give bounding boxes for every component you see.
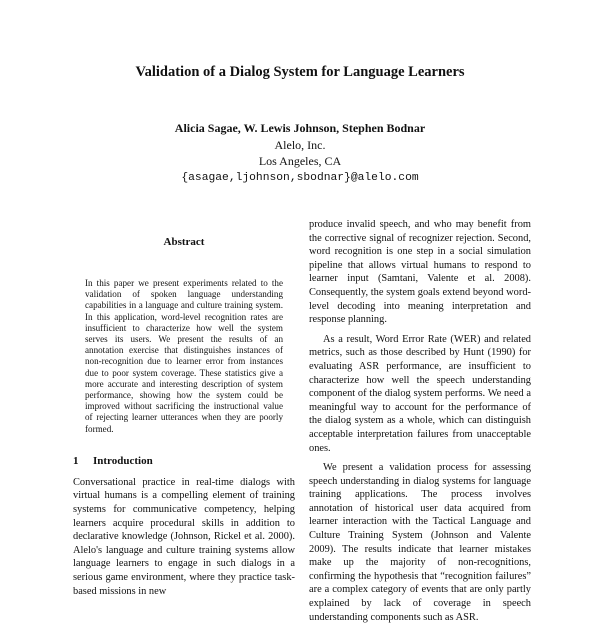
introduction-paragraph: Conversational practice in real-time dialogs with virtual humans is a compelling element of training systems for communicative competency, helping learners acquire procedural skills in addition to declarative knowledge (Johnson, Rickel et al. 2000). Alelo's language and culture training systems allow language learners to engage in such dialogs in a serious game environment, where they practice task-based missions in new xyxy=(73,476,295,597)
paper-title: Validation of a Dialog System for Language Learners xyxy=(135,64,465,80)
author-names: Alicia Sagae, W. Lewis Johnson, Stephen Bodnar xyxy=(174,121,426,135)
author-emails: {asagae,ljohnson,sbodnar}@alelo.com xyxy=(181,171,419,184)
section-heading-introduction xyxy=(73,455,295,467)
affiliation: Alelo, Inc. xyxy=(274,137,326,152)
abstract-text: In this paper we present experiments related to the validation of spoken language understanding capabilities in a language and culture training system. In this application, word-level recognition rates are insufficient to characterize how well the system serves its users. We present the results of an annotation exercise that distinguishes instances of non-recognition due to learner error from instances due to poor system coverage. These statistics give a more accurate and interesting description of system performance, showing how the system could be improved without sacrificing the instructional value of rejecting learner utterances when they are poorly formed. xyxy=(85,278,283,434)
section-title: Introduction xyxy=(93,454,153,467)
section-number: 1 xyxy=(73,454,79,467)
body-paragraph-3: We present a validation process for assessing speech understanding in dialog systems for language training applications. The process involves annotation of historical user data acquired from learner interaction with the Tactical Language and Culture Training System (Johnson and Valente 2009). The results indicate that learner mistakes make up the majority of non-recognitions, confirming the hypothesis that “recognition failures” are a complex category of events that are only partly explained by lack of coverage in speech understanding components such as ASR. xyxy=(309,462,531,623)
body-paragraph-1: produce invalid speech, and who may benefit from the corrective signal of recognizer rejection. Second, word recognition is one step in a social simulation pipeline that allows virtual humans to respond to learner input (Samtani, Valente et al. 2008). Consequently, the system goals extend beyond word-level decoding into meaning interpretation and response planning. xyxy=(309,219,531,326)
abstract-heading: Abstract xyxy=(163,236,205,248)
body-paragraph-2: As a result, Word Error Rate (WER) and related metrics, such as those described by Hunt (1990) for evaluating ASR performance, are insufficient to characterize how well the speech understanding component of the dialog system performs. We need a meaningful way to account for the performance of the dialog system as a whole, which can distinguish acceptable interpretation failures from unacceptable ones. xyxy=(309,333,531,454)
right-column xyxy=(309,218,531,624)
location: Los Angeles, CA xyxy=(258,154,342,168)
left-column xyxy=(73,236,295,598)
author-block xyxy=(0,120,600,186)
